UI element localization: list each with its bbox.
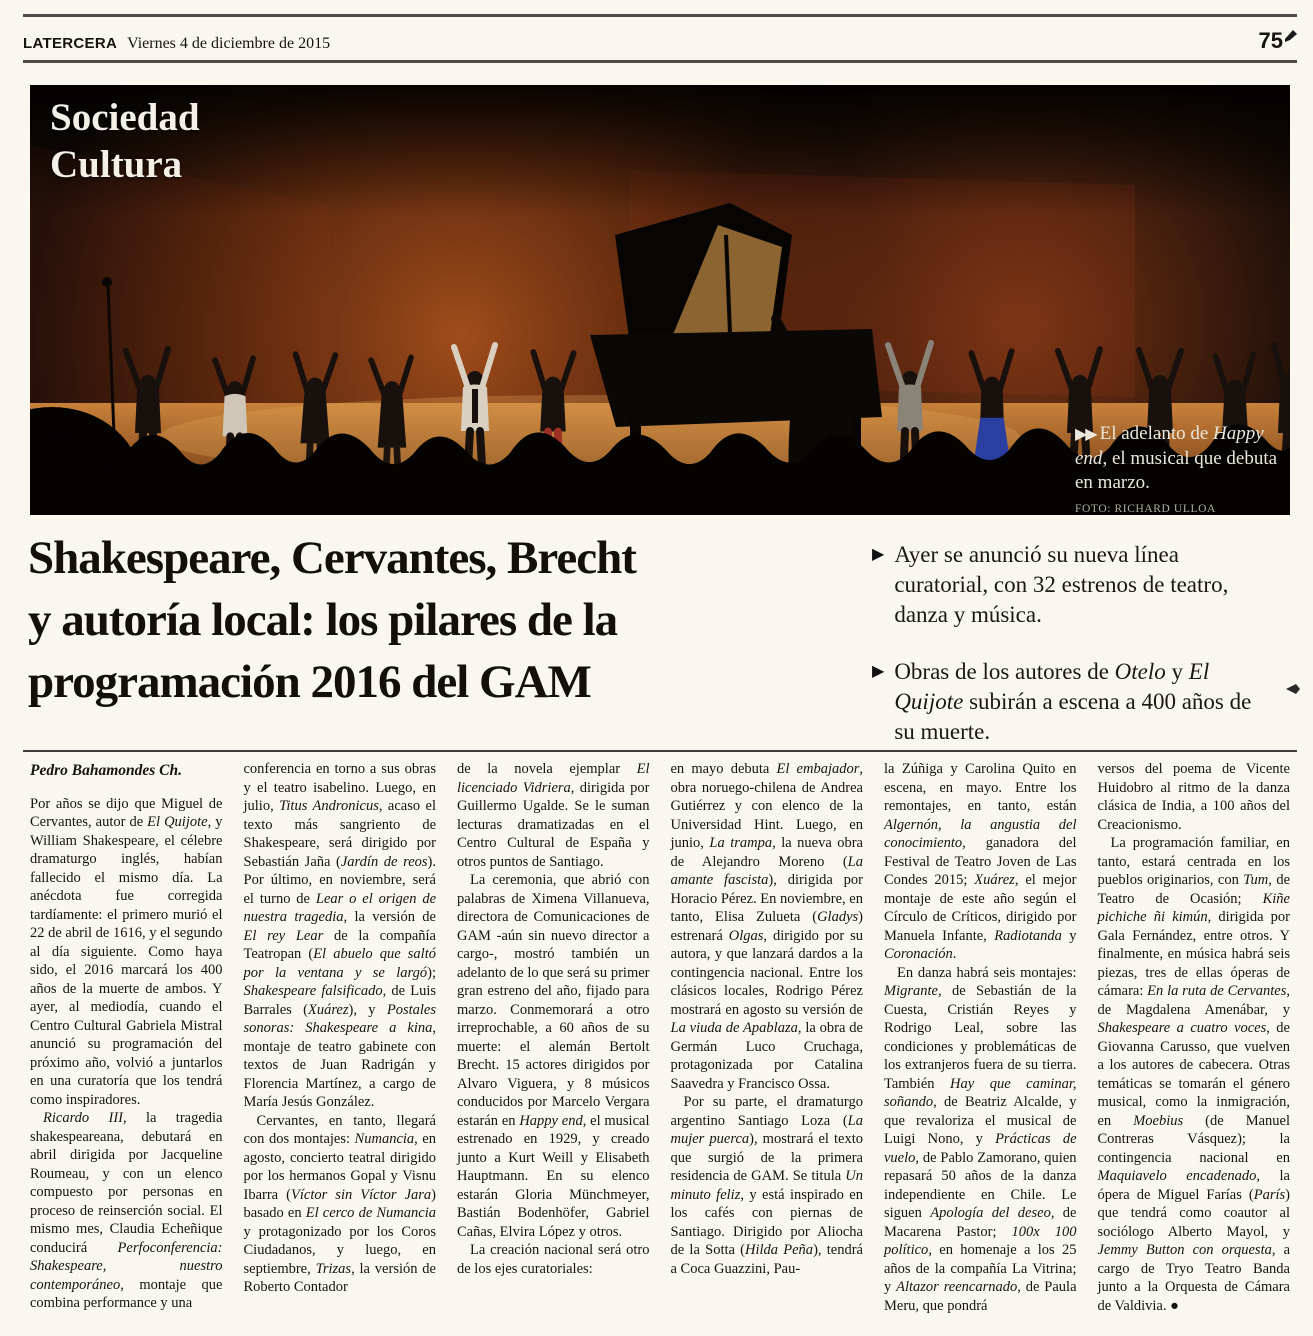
article-body [30,760,1290,1336]
headline-line2: y autoría local: los pilares de la [28,594,618,646]
column-text [671,760,864,1278]
summary-bullet [872,540,1292,630]
column-text [30,795,223,1313]
article-headline [28,527,866,713]
summary-bullet [872,657,1292,747]
top-vignette [30,85,1290,215]
section-label-line1: Sociedad [50,96,200,139]
bullet-arrow-icon: ▶ [872,663,885,680]
body-column-3 [457,760,650,1336]
bullet-arrow-icon: ▶ [872,546,885,563]
body-paragraph: Por su parte, el dramaturgo argentino Santiago Loza (La mujer puerca), mostrará el texto que surgió de la primera residencia de GAM. Se titula Un minuto feliz, y está inspirado en los cafés con piernas de Santiago. Dirigido por Aliocha de la Sotta (Hilda Peña), tendrá a Coca Guazzini, Pau- [670,1094,864,1277]
photo-caption [1075,422,1285,495]
stage-photo [30,85,1290,515]
header-bottom-rule [23,60,1297,63]
page-header [23,28,1297,54]
column-text [457,760,650,1278]
photo-credit: FOTO: RICHARD ULLOA [1075,503,1216,515]
header-top-rule [23,14,1297,17]
bullet-text: Obras de los autores de Otelo y El Quijote subirán a escena a 400 años de su muerte. [894,659,1252,744]
column-text [244,760,437,1297]
body-paragraph: Cervantes, en tanto, llegará con dos montajes: Numancia, en agosto, concierto teatral dirigido por los hermanos Gopal y Visnu Ibarra (Víctor sin Víctor Jara) basado en El cerco de Numancia y protagonizado por los Coros Ciudadanos, y luego, en septiembre, Trizas, la versión de Roberto Contador [243,1112,436,1295]
edition-date: Viernes 4 de diciembre de 2015 [127,35,331,52]
page-number-mark [1284,30,1297,42]
body-paragraph: la Zúñiga y Carolina Quito en escena, en mayo. Entre los remontajes, en tanto, están Algernón, la angustia del conocimiento, ganadora del Festival de Teatro Joven de Las Condes 2015; Xuárez, el mejor montaje de este año según el Círculo de Críticos, dirigido por Manuela Infante, Radiotanda y Coronación. [884,761,1077,962]
columns-top-rule [23,750,1297,752]
column-text [884,760,1077,1315]
body-paragraph: de la novela ejemplar El licenciado Vidriera, dirigida por Guillermo Ugalde. Se le suman lecturas dramatizadas en el Centro Cultural de España y otros puntos de Santiago. [457,761,650,870]
body-column-2 [244,760,437,1336]
body-column-1 [30,760,223,1336]
body-paragraph: versos del poema de Vicente Huidobro al ritmo de la danza clásica de India, a 100 años del Creacionismo. [1097,761,1290,833]
masthead: LATERCERA [23,35,118,52]
body-column-4 [671,760,864,1336]
margin-artifact [1286,684,1300,694]
page-number-value: 75 [1258,28,1283,53]
body-paragraph: La programación familiar, en tanto, estará centrada en los pueblos originarios, con Tum, de Teatro de Ocasión; Kiñe pichiche ñi kimún, dirigida por Gala Fernández, entre otros. Y finalmente, en música habrá seis piezas, tres de ellas óperas de cámara: En la ruta de Cervantes, de Magdalena Amenábar, y Shakespeare a cuatro voces, de Giovanna Carusso, que vuelven a los autores de cabecera. Otras temáticas se tomarán el género musical, como la inmigración, en Moebius (de Manuel Contreras Vásquez); la contingencia nacional en Maquiavelo encadenado, la ópera de Miguel Farías (París) que tendrá como coautor al sociólogo Alberto Mayol, y Jemmy Button con orquesta, a cargo de Tryo Teatro Banda junto a la Orquesta de Cámara de Valdivia. ● [1097,835,1290,1314]
headline-line3: programación 2016 del GAM [28,656,591,708]
body-paragraph: Por años se dijo que Miguel de Cervantes, autor de El Quijote, y William Shakespeare, el célebre dramaturgo inglés, habían fallecido el mismo día. La anécdota fue corregida tardíamente: el primero murió el 22 de abril de 1616, y el segundo al día siguiente. Como haya sido, el 2016 marcará los 400 años de la muerte de ambos. Y ayer, al mediodía, cuando el Centro Cultural Gabriela Mistral anunció su programación del próximo año, volvió a juntarlos en una curatoría que los tendrá como inspiradores. [30,795,223,1108]
body-column-5 [884,760,1077,1336]
summary-bullets [872,540,1292,774]
body-paragraph: La creación nacional será otro de los ejes curatoriales: [457,1242,650,1277]
header-left [23,35,330,53]
page-number [1259,28,1297,54]
column-text [1098,760,1291,1315]
photo-caption-text: El adelanto de Happy end, el musical que debuta en marzo. [1075,423,1278,493]
body-column-6 [1098,760,1291,1336]
body-paragraph: en mayo debuta El embajador, obra noruego-chilena de Andrea Gutiérrez y con elenco de la Universidad Hint. Luego, en junio, La trampa, la nueva obra de Alejandro Moreno (La amante fascista), dirigida por Horacio Pérez. En noviembre, en tanto, Elisa Zulueta (Gladys) estrenará Olgas, dirigido por su autora, y que lanzará dardos a la contingencia nacional. Entre los clásicos locales, Rodrigo Pérez mostrará en agosto su versión de La viuda de Apablaza, la obra de Germán Luco Cruchaga, protagonizada por Catalina Saavedra y Francisco Ossa. [670,761,863,1092]
headline-line1: Shakespeare, Cervantes, Brecht [28,532,636,584]
byline: Pedro Bahamondes Ch. [30,762,183,779]
caption-arrows-icon: ▶▶ [1075,426,1096,443]
body-paragraph: En danza habrá seis montajes: Migrante, de Sebastián de la Cuesta, Cristián Reyes y Rodrigo Leal, sobre las condiciones y problemáticas de los extranjeros fuera de su tierra. También Hay que caminar, soñando, de Beatriz Alcalde, y que revaloriza el musical de Luigi Nono, y Prácticas de vuelo, de Pablo Zamorano, quien repasará 50 años de la danza independiente en Chile. Le siguen Apología del deseo, de Macarena Pastor; 100x 100 político, en homenaje a los 25 años de la compañía La Vitrina; y Altazor reencarnado, de Paula Meru, que pondrá [884,964,1077,1314]
body-paragraph: La ceremonia, que abrió con palabras de Ximena Villanueva, directora de Comunicaciones de GAM -aún sin nuevo director a cargo-, mostró también un adelanto de lo que será su primer gran estreno del año, fijado para marzo. Conmemorará a otro irreprochable, a 60 años de su muerte: el alemán Bertolt Brecht. 15 actores dirigidos por Alvaro Viguera, y 8 músicos conducidos por Marcelo Vergara estarán en Happy end, el musical estrenado en 1929, y creado junto a Kurt Weill y Elisabeth Hauptmann. En su elenco estarán Gloria Münchmeyer, Bastián Bodenhöfer, Gabriel Cañas, Elvira López y otros. [457,872,650,1240]
section-label [50,95,200,189]
bullet-text: Ayer se anunció su nueva línea curatorial, con 32 estrenos de teatro, danza y música. [894,542,1229,627]
body-paragraph: conferencia en torno a sus obras y el teatro isabelino. Luego, en julio, Titus Andronicus, acaso el texto más sangriento de Shakespeare, será dirigido por Sebastián Jaña (Jardín de reos). Por último, en noviembre, será el turno de Lear o el origen de nuestra tragedia, la versión de El rey Lear de la compañía Teatropan (El abuelo que saltó por la ventana y se largó); Shakespeare falsificado, de Luis Barrales (Xuárez), y Postales sonoras: Shakespeare a kina, montaje de teatro gabinete con textos de Juan Radrigán y Florencia Martínez, a cargo de María Jesús González. [243,761,436,1110]
body-paragraph: Ricardo III, la tragedia shakespeareana, debutará en abril dirigida por Jacqueline Roumeau, y con un elenco compuesto por personas en proceso de reinserción social. El mismo mes, Claudia Echeñique conducirá Perfoconferencia: Shakespeare, nuestro contemporáneo, montaje que combina performance y una [30,1110,223,1311]
section-label-line2: Cultura [50,142,183,186]
